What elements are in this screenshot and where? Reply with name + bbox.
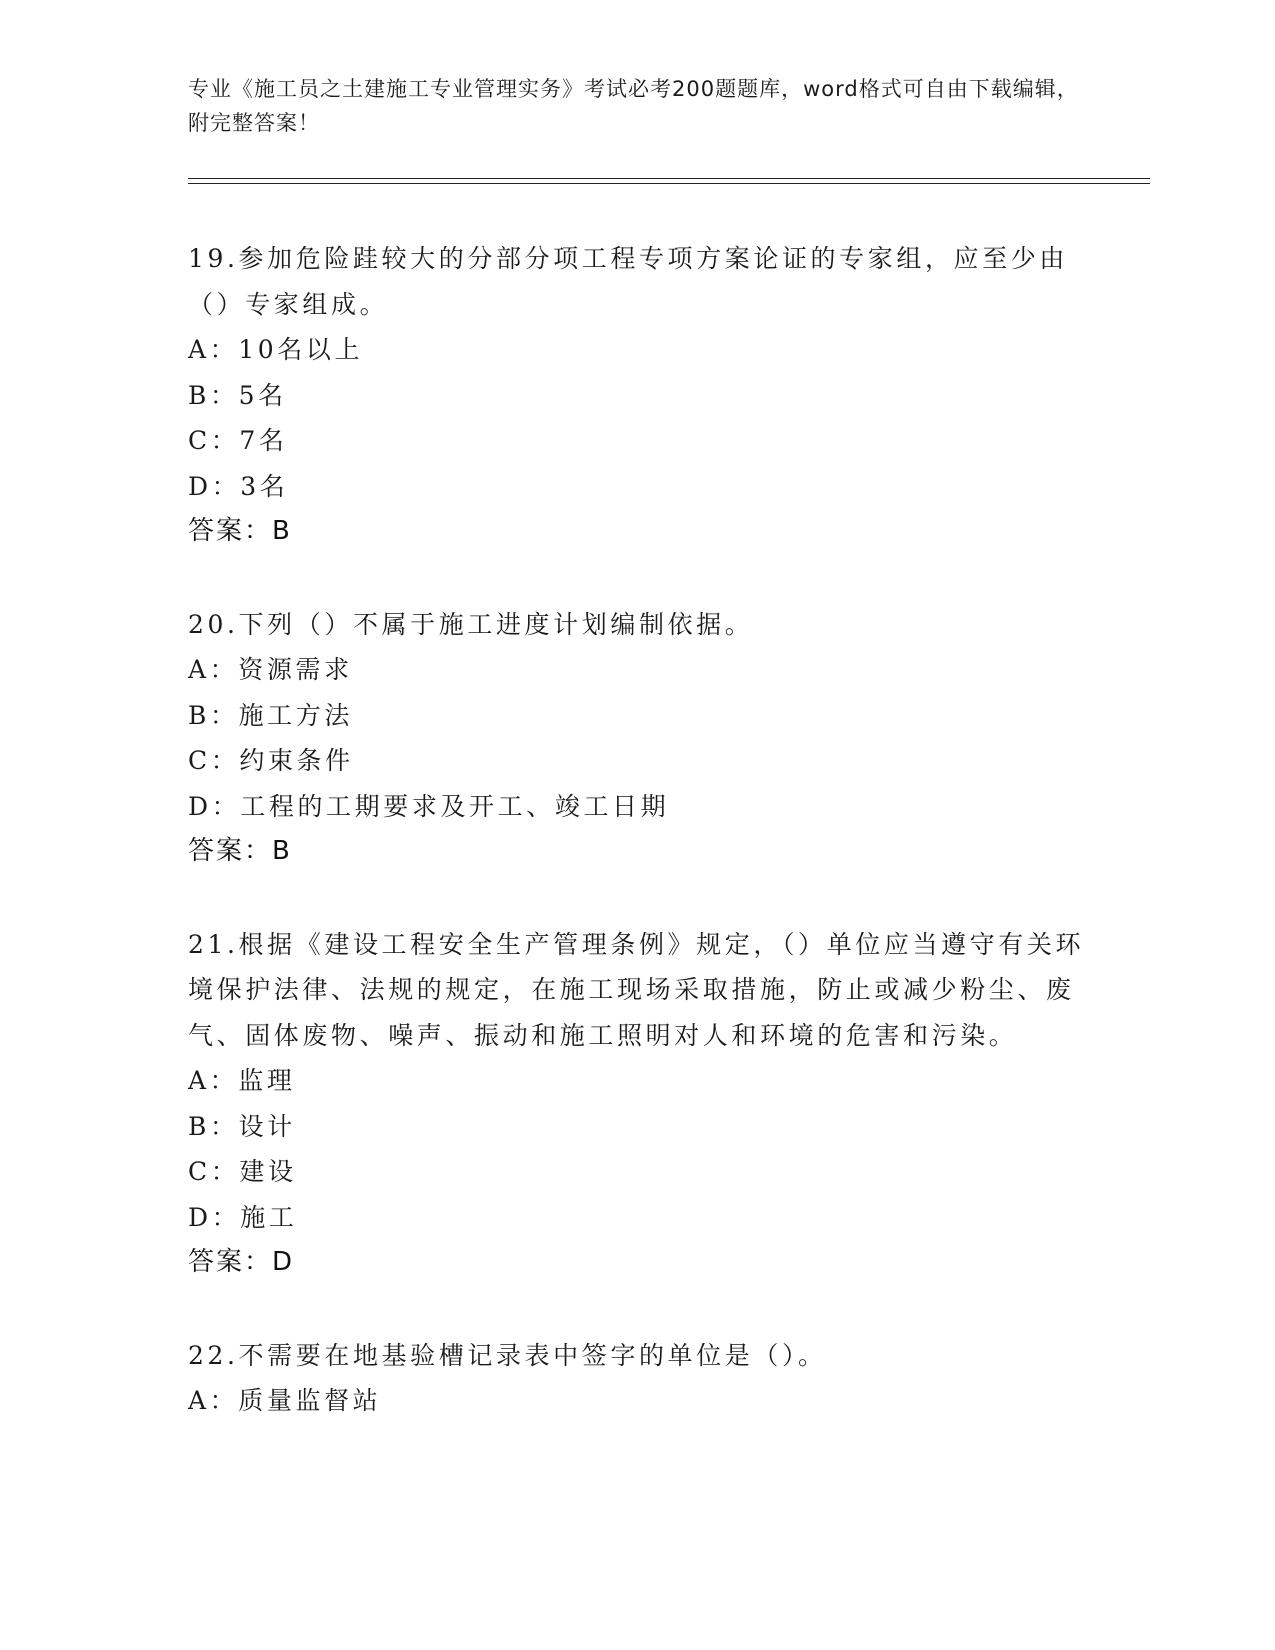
option-c: [188, 1149, 1088, 1195]
option-c: [188, 418, 1088, 464]
answer-label: 答案：B: [188, 516, 292, 546]
option-a: [188, 647, 1088, 693]
question-20: [188, 602, 1088, 875]
option-d: [188, 784, 1088, 830]
answer-label: 答案：B: [188, 836, 292, 866]
option-text: 质量监督站: [238, 1386, 382, 1415]
document-header: 专业《施工员之土建施工专业管理实务》考试必考200题题库，word格式可自由下载编辑，附完整答案！: [188, 77, 1079, 135]
option-text: 监理: [238, 1066, 296, 1095]
question-stem: 21.根据《建设工程安全生产管理条例》规定，（）单位应当遵守有关环境保护法律、法规的规定，在施工现场采取措施，防止或减少粉尘、废气、固体废物、噪声、振动和施工照明对人和环境的危害和污染。: [188, 929, 1085, 1050]
option-text: 约束条件: [239, 746, 354, 775]
option-key: D：: [188, 791, 241, 821]
option-a: [188, 1378, 1088, 1424]
option-b: [188, 693, 1088, 739]
option-key: B：: [188, 1111, 239, 1141]
option-key: D：: [188, 471, 241, 501]
header-divider-top: [188, 178, 1150, 179]
option-key: C：: [188, 426, 240, 455]
option-text: 资源需求: [238, 655, 353, 684]
option-key: A：: [188, 1066, 239, 1095]
option-key: A：: [188, 1386, 239, 1415]
option-text: 5名: [238, 380, 287, 410]
option-text: 建设: [239, 1157, 297, 1186]
question-stem: 20.下列（）不属于施工进度计划编制依据。: [188, 609, 754, 639]
option-text: 设计: [238, 1111, 296, 1141]
option-key: A：: [188, 335, 239, 364]
option-key: D：: [188, 1202, 241, 1232]
option-key: C：: [188, 1157, 240, 1186]
question-21: [188, 922, 1088, 1286]
question-19: [188, 236, 1088, 555]
option-text: 施工: [240, 1202, 298, 1232]
option-a: [188, 327, 1088, 373]
option-key: B：: [188, 380, 239, 410]
question-stem: 19.参加危险跬较大的分部分项工程专项方案论证的专家组，应至少由（）专家组成。: [188, 244, 1068, 319]
question-22: [188, 1333, 1088, 1424]
option-text: 工程的工期要求及开工、竣工日期: [240, 791, 670, 821]
option-key: B：: [188, 700, 239, 730]
option-b: [188, 1104, 1088, 1150]
option-d: [188, 464, 1088, 510]
option-b: [188, 373, 1088, 419]
option-text: 10名以上: [238, 335, 364, 364]
option-a: [188, 1058, 1088, 1104]
option-key: A：: [188, 655, 239, 684]
answer-label: 答案：D: [188, 1247, 295, 1277]
option-text: 施工方法: [238, 700, 353, 730]
header-divider-bottom: [188, 183, 1150, 184]
option-key: C：: [188, 746, 240, 775]
option-text: 3名: [240, 471, 289, 501]
question-stem: 22.不需要在地基验槽记录表中签字的单位是（）。: [188, 1340, 827, 1370]
option-c: [188, 738, 1088, 784]
option-text: 7名: [239, 426, 288, 455]
question-list: [188, 236, 1088, 1471]
option-d: [188, 1195, 1088, 1241]
